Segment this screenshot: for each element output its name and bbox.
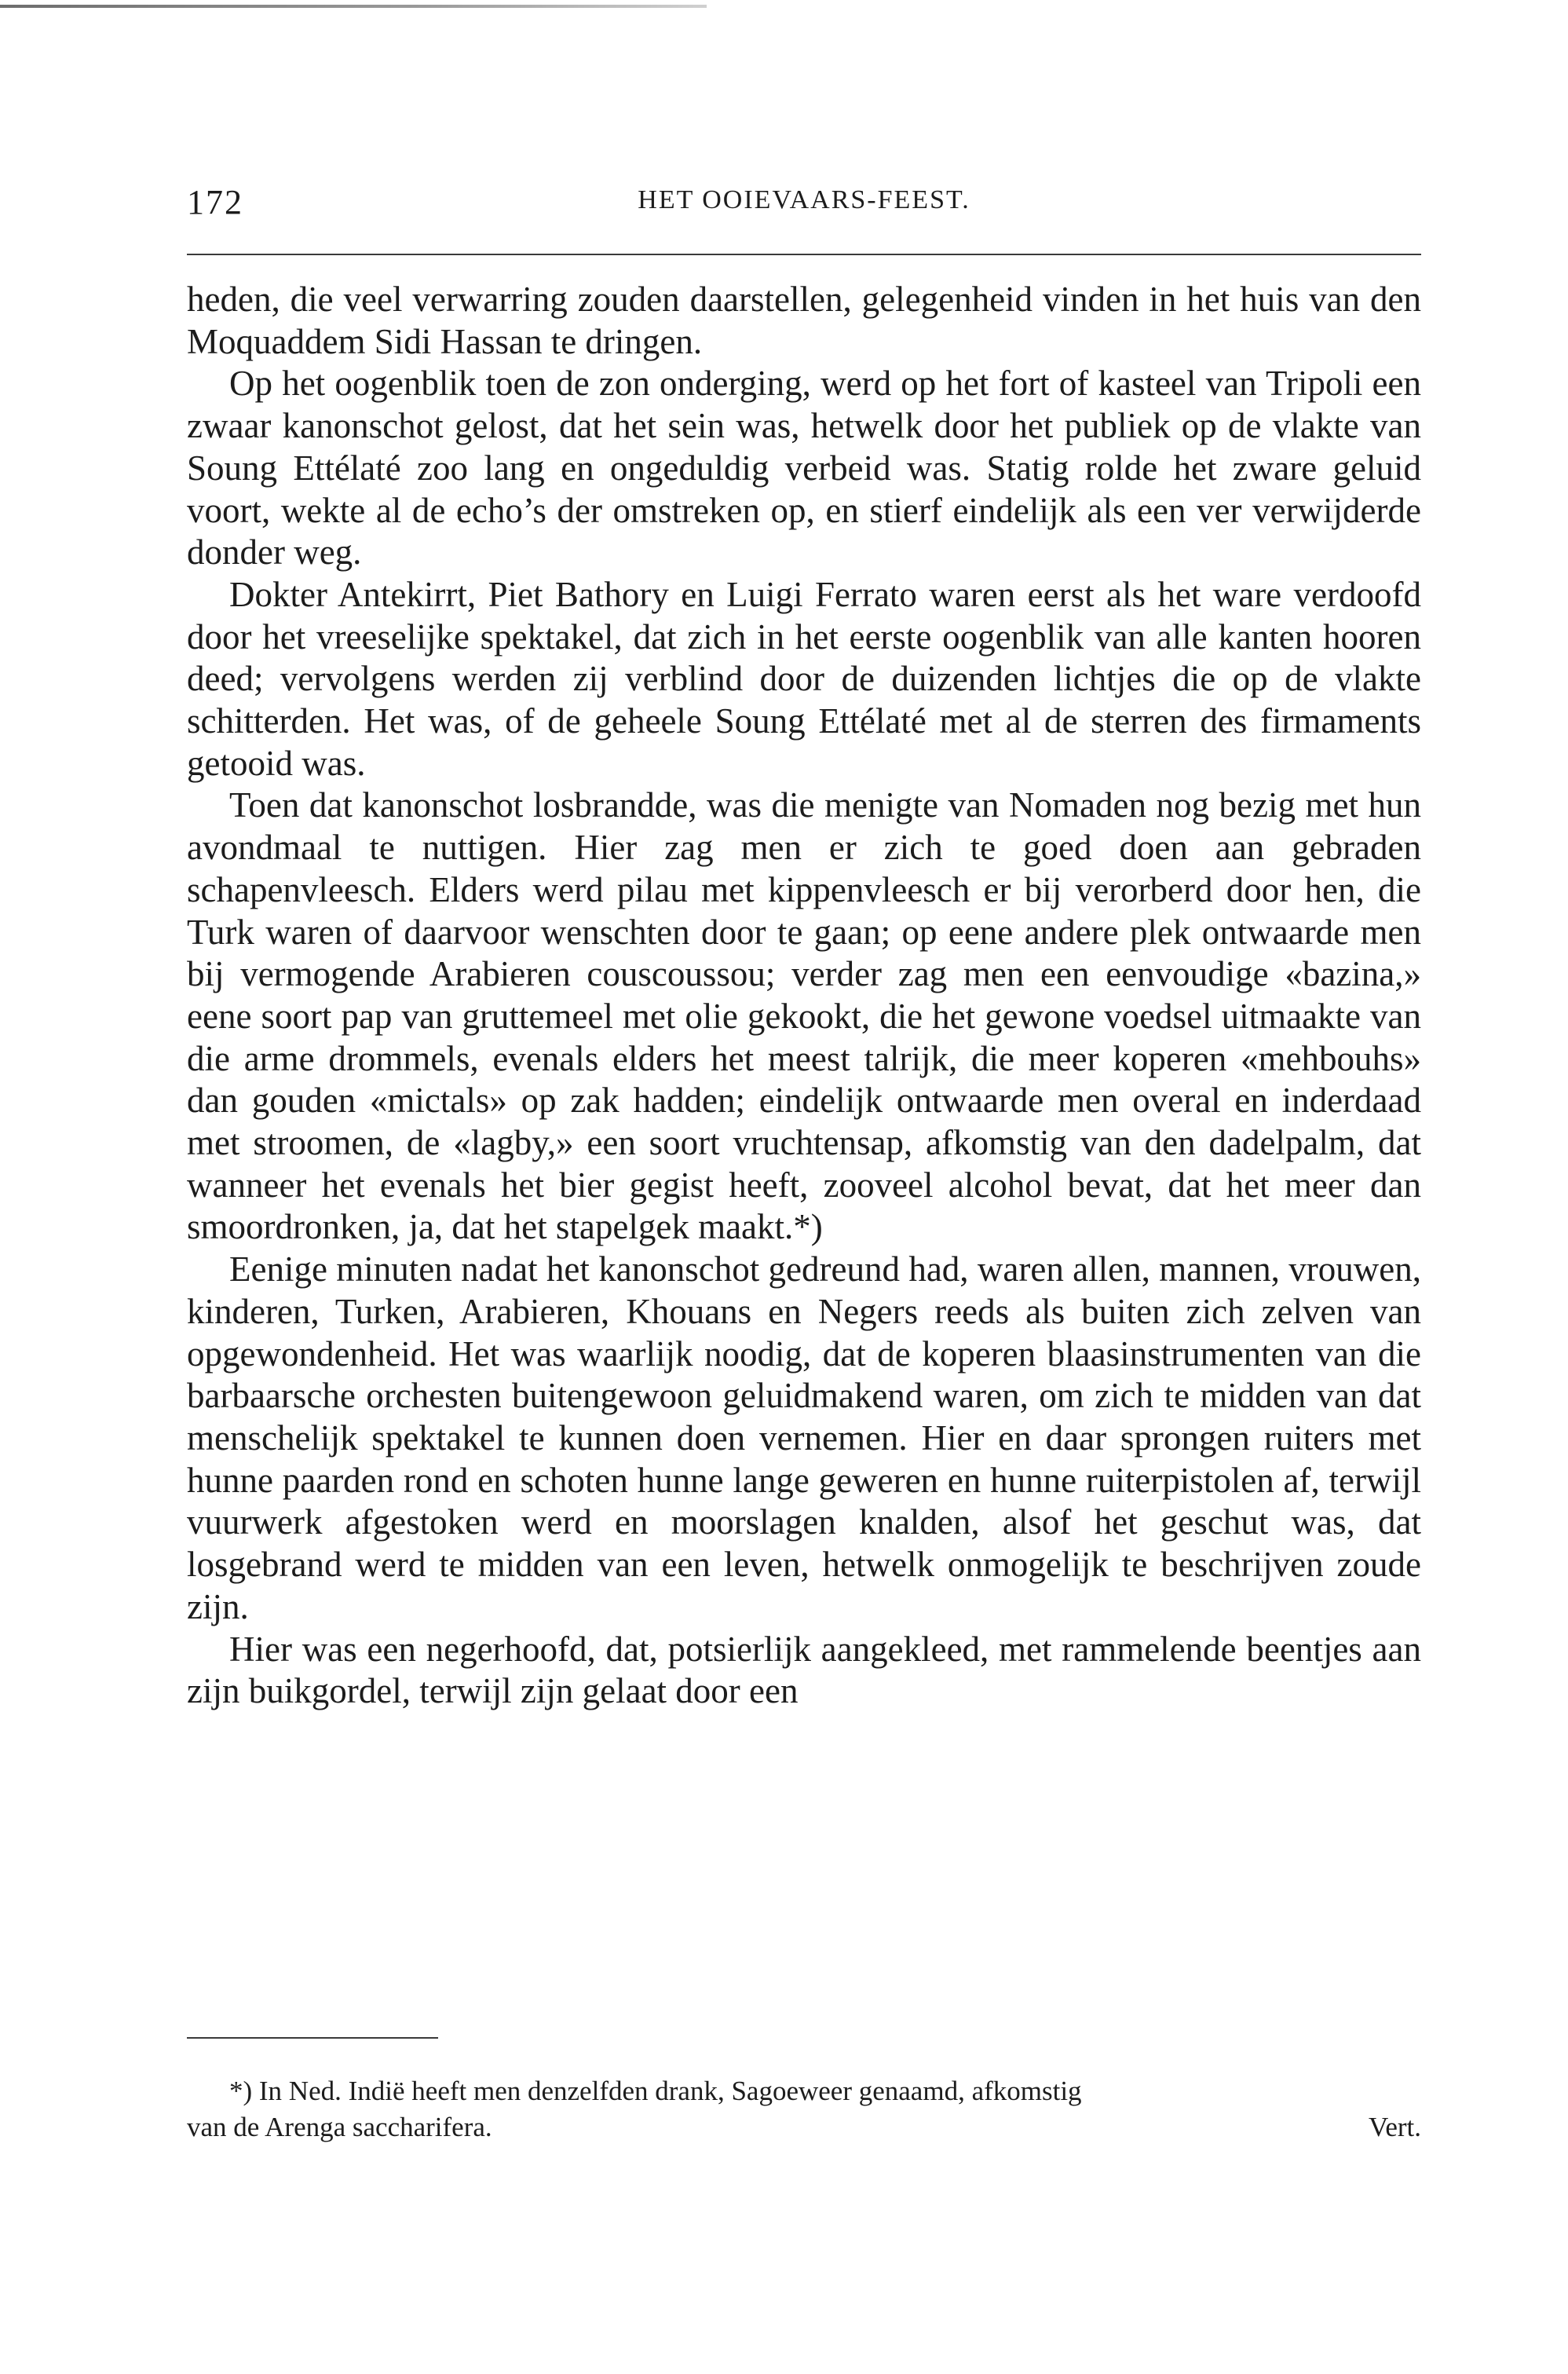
top-edge-rule	[0, 5, 707, 8]
header-divider	[187, 254, 1421, 255]
footnote-line-1: *) In Ned. Indië heeft men denzelfden drank, Sagoeweer genaamd, afkomstig	[229, 2076, 1082, 2106]
paragraph-2: Op het oogenblik toen de zon onderging, werd op het fort of kasteel van Tripoli een zwaar kanonschot gelost, dat het sein was, hetwelk door het publiek op de vlakte van Soung Ettélaté zoo lang en ongeduldig verbeid was. Statig rolde het zware geluid voort, wekte al de echo’s der omstreken op, en stierf eindelijk als een ver verwijderde donder weg.	[187, 364, 1421, 572]
paragraph-4: Toen dat kanonschot losbrandde, was die menigte van Nomaden nog bezig met hun avondmaal te nuttigen. Hier zag men er zich te goed doen aan gebraden schapenvleesch. Elders werd pilau met kippenvleesch er bij verorberd door hen, die Turk waren of daarvoor wenschten door te gaan; op eene andere plek ontwaarde men bij vermogende Arabieren couscoussou; verder zag men een eenvoudige «bazina,» eene soort pap van gruttemeel met olie gekookt, die het gewone voedsel uitmaakte van die arme drommels, evenals elders het meest talrijk, die meer koperen «mehbouhs» dan gouden «mictals» op zak hadden; eindelijk ontwaarde men overal en inderdaad met stroomen, de «lagby,» een soort vruchtensap, afkomstig van den dadelpalm, dat wanneer het evenals het bier gegist heeft, zooveel alcohol bevat, dat het meer dan smoordronken, ja, dat het stapelgek maakt.*)	[187, 785, 1421, 1247]
footnote	[187, 2073, 1421, 2145]
footnote-signature: Vert.	[1368, 2112, 1421, 2142]
paragraph-3: Dokter Antekirrt, Piet Bathory en Luigi Ferrato waren eerst als het ware verdoofd door het vreeselijke spektakel, dat zich in het eerste oogenblik van alle kanten hooren deed; vervolgens werden zij verblind door de duizenden lichtjes die op de vlakte schitterden. Het was, of de geheele Soung Ettélaté met al de sterren des firmaments getooid was.	[187, 574, 1421, 783]
running-title: HET OOIEVAARS-FEEST.	[638, 185, 970, 214]
page-header	[187, 182, 1421, 232]
paragraph-5: Eenige minuten nadat het kanonschot gedreund had, waren allen, mannen, vrouwen, kinderen, Turken, Arabieren, Khouans en Negers reeds als buiten zich zelven van opgewondenheid. Het was waarlijk noodig, dat de koperen blaasinstrumenten van die barbaarsche orchesten buitengewoon geluidmakend waren, om zich te midden van dat menschelijk spektakel te kunnen doen vernemen. Hier en daar sprongen ruiters met hunne paarden rond en schoten hunne lange geweren en hunne ruiterpistolen af, terwijl vuurwerk afgestoken werd en moorslagen knalden, alsof het geschut was, dat losgebrand werd te midden van een leven, hetwelk onmogelijk te beschrijven zoude zijn.	[187, 1249, 1421, 1626]
footnote-divider	[187, 2037, 438, 2039]
body-text	[187, 279, 1421, 1713]
footnote-line-2-text: van de Arenga saccharifera.	[187, 2112, 492, 2142]
paragraph-6: Hier was een negerhoofd, dat, potsierlijk aangekleed, met rammelende beentjes aan zijn buikgordel, terwijl zijn gelaat door een	[187, 1629, 1421, 1711]
footnote-line-2	[187, 2109, 1421, 2145]
page-number: 172	[187, 183, 243, 221]
paragraph-1: heden, die veel verwarring zouden daarstellen, gelegenheid vinden in het huis van den Moquaddem Sidi Hassan te dringen.	[187, 280, 1421, 361]
